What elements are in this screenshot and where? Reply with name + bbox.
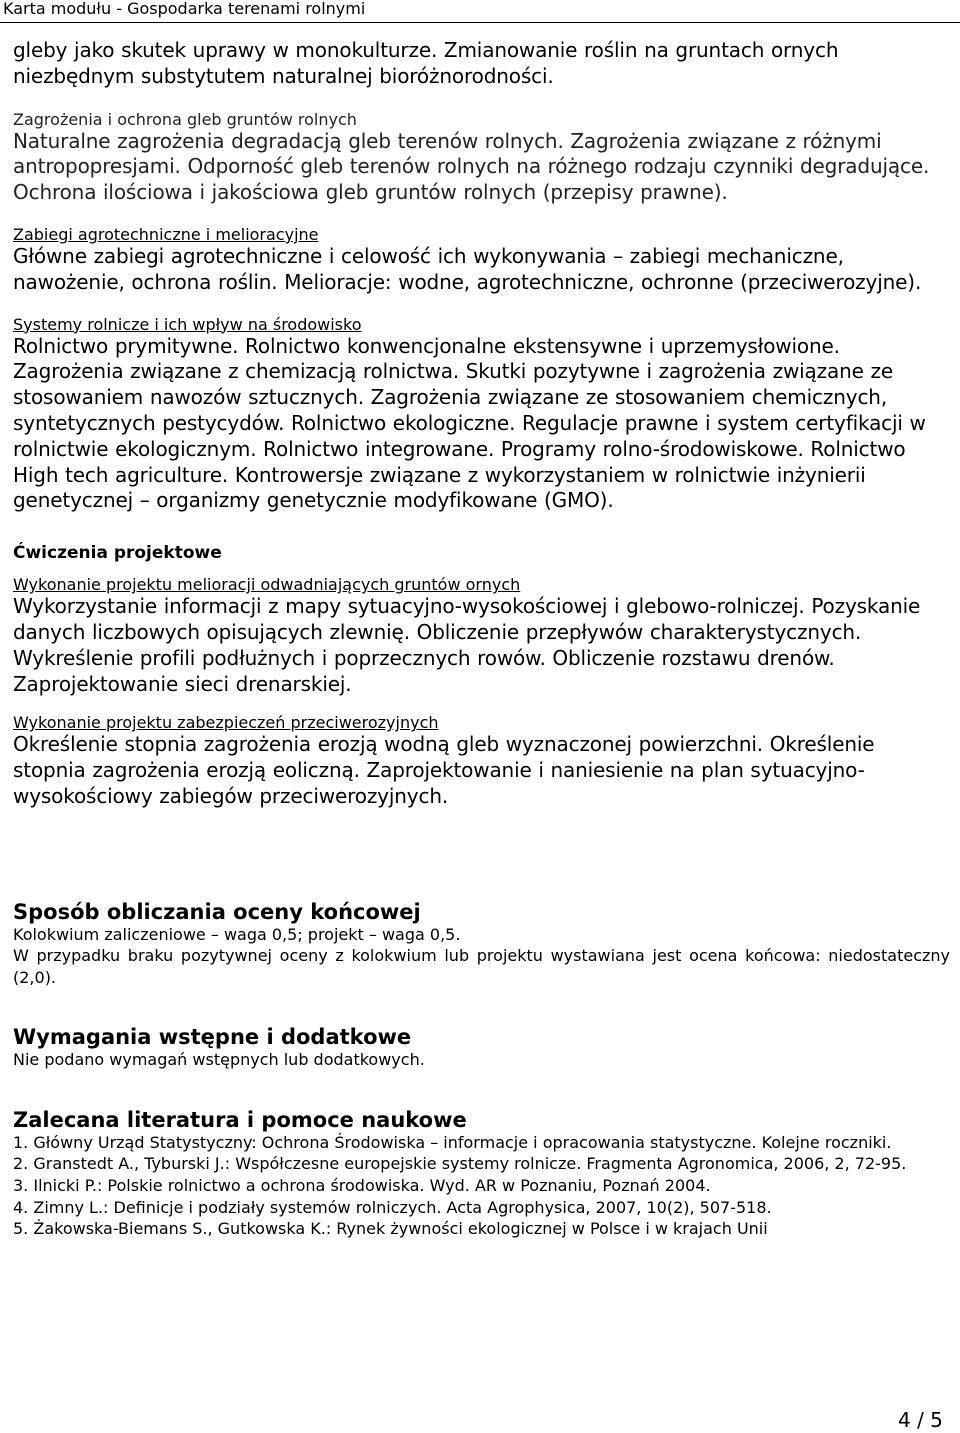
project-title: Wykonanie projektu zabezpieczeń przeciwerozyjnych	[13, 713, 439, 733]
requirements-heading: Wymagania wstępne i dodatkowe	[13, 1025, 412, 1050]
projects-heading: Ćwiczenia projektowe	[13, 543, 222, 564]
grading-line: W przypadku braku pozytywnej oceny z kolokwium lub projektu wystawiana jest ocena końcowa: niedostateczny (2,0).	[13, 946, 950, 987]
page-number: 4 / 5	[898, 1408, 943, 1432]
requirements-text: Nie podano wymagań wstępnych lub dodatkowych.	[13, 1050, 425, 1070]
topic-title: Systemy rolnicze i ich wpływ na środowisko	[13, 314, 362, 334]
topic-body: Naturalne zagrożenia degradacją gleb terenów rolnych. Zagrożenia związane z różnymi antropopresjami. Odporność gleb terenów rolnych na różnego rodzaju czynniki degradujące. Ochrona ilościowa i jakościowa gleb gruntów rolnych (przepisy prawne).	[13, 128, 930, 205]
literature-item: 3. Ilnicki P.: Polskie rolnictwo a ochrona środowiska. Wyd. AR w Poznaniu, Poznań 2004.	[13, 1175, 711, 1195]
topic-title: Zabiegi agrotechniczne i melioracyjne	[13, 224, 319, 244]
grading-section	[13, 900, 950, 989]
project-body: Wykorzystanie informacji z mapy sytuacyjno-wysokościowej i glebowo-rolniczej. Pozyskanie danych liczbowych opisujących zlewnię. Obliczenie przepływów charakterystycznych. Wykreślenie profili podłużnych i poprzecznych rowów. Obliczenie rozstawu drenów. Zaprojektowanie sieci drenarskiej.	[13, 594, 921, 696]
page-header	[0, 0, 960, 23]
topic-body: Główne zabiegi agrotechniczne i celowość ich wykonywania – zabiegi mechaniczne, nawożenie, ochrona roślin. Melioracje: wodne, agrotechniczne, ochronne (przeciwerozyjne).	[13, 243, 922, 294]
literature-item: 1. Główny Urząd Statystyczny: Ochrona Środowiska – informacje i opracowania statystyczne. Kolejne roczniki.	[13, 1132, 892, 1152]
header-title: Karta modułu - Gospodarka terenami rolnymi	[3, 0, 366, 18]
requirements-section	[13, 1025, 950, 1071]
literature-item: 4. Zimny L.: Definicje i podziały systemów rolniczych. Acta Agrophysica, 2007, 10(2), 507-518.	[13, 1197, 772, 1217]
module-content	[13, 38, 950, 1240]
topic-block-farming-systems	[13, 315, 950, 515]
literature-item: 2. Granstedt A., Tyburski J.: Współczesne europejskie systemy rolnicze. Fragmenta Agronomica, 2006, 2, 72-95.	[13, 1154, 907, 1174]
topic-block-agrotech	[13, 225, 950, 296]
project-item-drainage	[13, 575, 950, 697]
grading-heading: Sposób obliczania oceny końcowej	[13, 899, 421, 924]
intro-tail-text: gleby jako skutek uprawy w monokulturze. Zmianowanie roślin na gruntach ornych niezbędnym substytutem naturalnej bioróżnorodności.	[13, 38, 839, 88]
literature-list	[13, 1132, 950, 1240]
literature-item: 5. Żakowska-Biemans S., Gutkowska K.: Rynek żywności ekologicznej w Polsce i w krajach Unii	[13, 1219, 768, 1239]
topic-title: Zagrożenia i ochrona gleb gruntów rolnych	[13, 109, 357, 129]
project-body: Określenie stopnia zagrożenia erozją wodną gleb wyznaczonej powierzchni. Określenie stopnia zagrożenia erozją eoliczną. Zaprojektowanie i naniesienie na plan sytuacyjno-wysokościowy zabiegów przeciwerozyjnych.	[13, 732, 875, 808]
literature-heading: Zalecana literatura i pomoce naukowe	[13, 1107, 467, 1132]
project-item-erosion	[13, 713, 950, 809]
topic-body: Rolnictwo prymitywne. Rolnictwo konwencjonalne ekstensywne i uprzemysłowione. Zagrożenia związane z chemizacją rolnictwa. Skutki pozytywne i zagrożenia związane ze stosowaniem nawozów sztucznych. Zagrożenia związane ze stosowaniem chemicznych, syntetycznych pestycydów. Rolnictwo ekologiczne. Regulacje prawne i system certyfikacji w rolnictwie ekologicznym. Rolnictwo integrowane. Programy rolno-środowiskowe. Rolnictwo High tech agriculture. Kontrowersje związane z wykorzystaniem w rolnictwie inżynierii genetycznej – organizmy genetycznie modyfikowane (GMO).	[13, 333, 926, 513]
project-title: Wykonanie projektu melioracji odwadniających gruntów ornych	[13, 575, 521, 595]
grading-line: Kolokwium zaliczeniowe – waga 0,5; projekt – waga 0,5.	[13, 924, 461, 944]
topic-block-soil-protection	[13, 110, 950, 206]
literature-section	[13, 1108, 950, 1240]
